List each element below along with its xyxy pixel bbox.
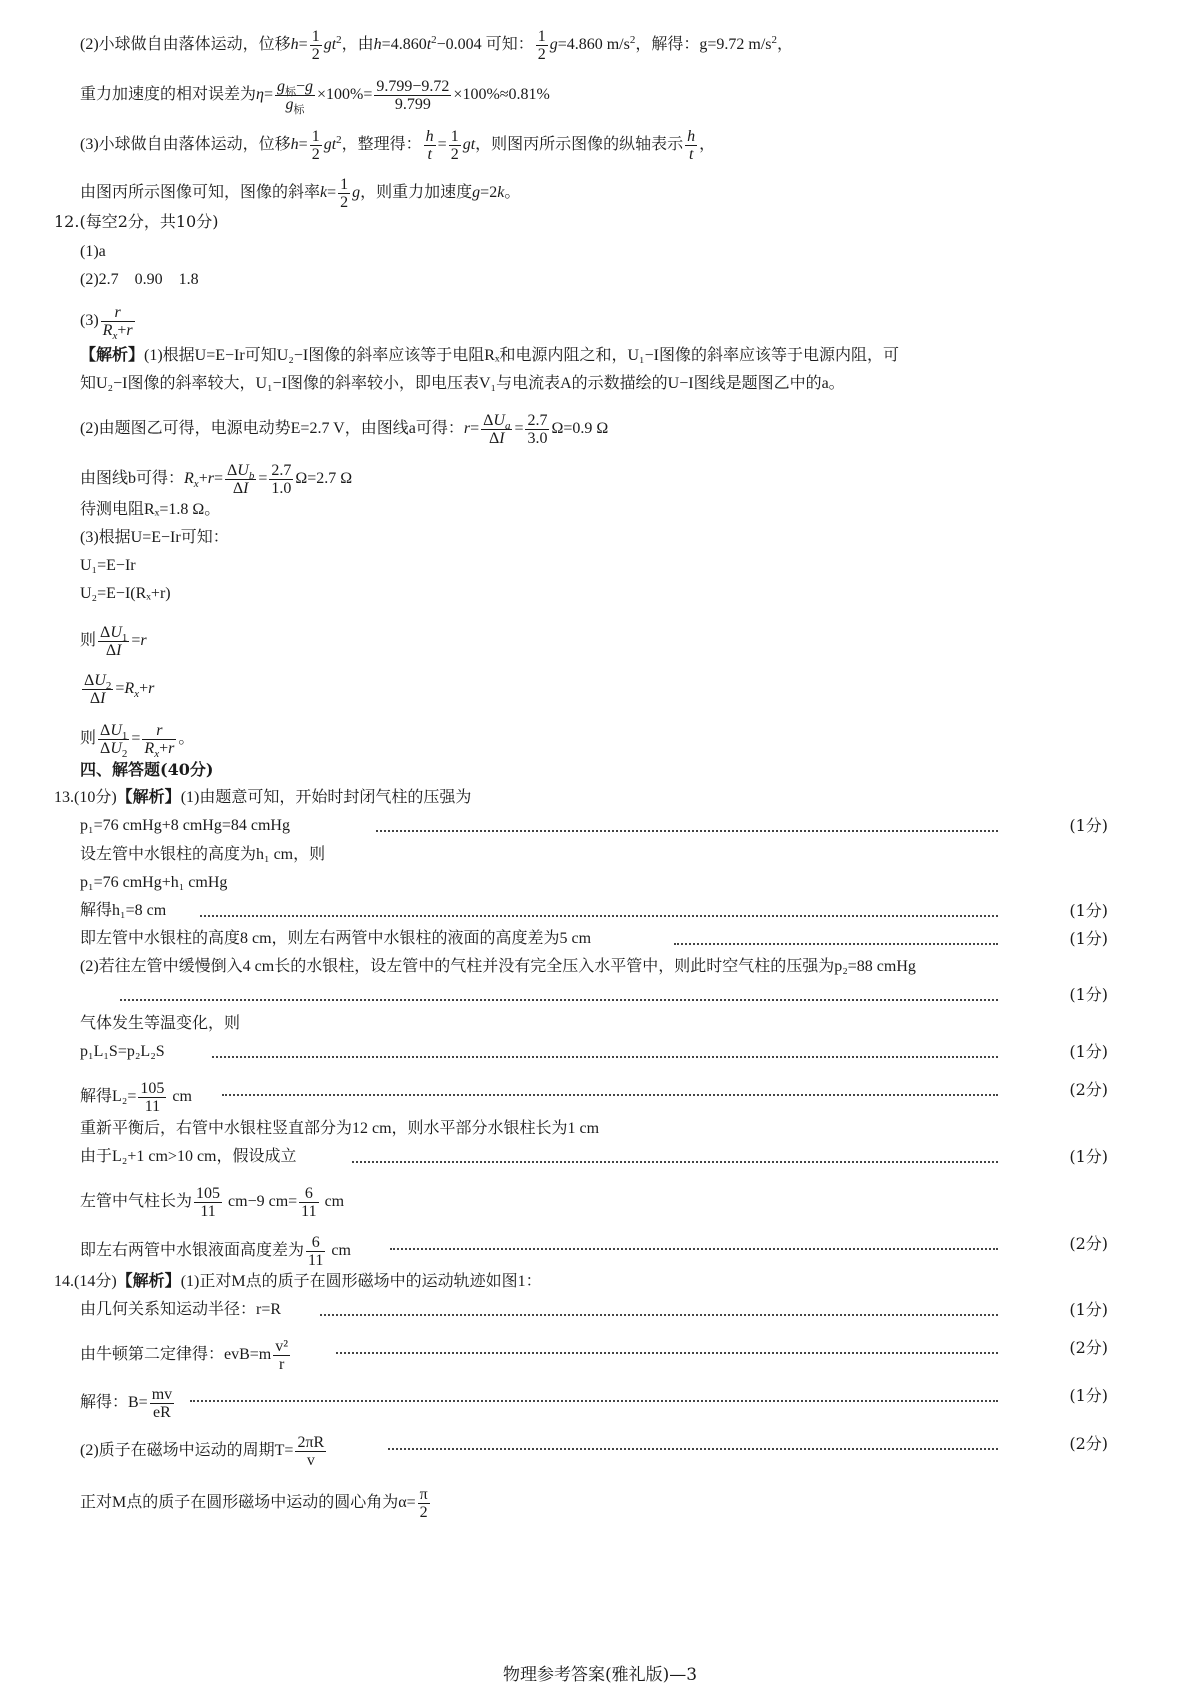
dot-leader	[190, 1400, 998, 1402]
dot-leader	[388, 1448, 998, 1450]
q13-line-9: p₁L₁S=p₂L₂S	[80, 1043, 165, 1060]
q12-explanation-5: 待测电阻Rₓ=1.8 Ω。	[80, 501, 221, 518]
q13-head: 13.(10分)【解析】(1)由题意可知，开始时封闭气柱的压强为	[54, 789, 472, 806]
q12-explanation-1: 【解析】(1)根据U=E−Ir可知U₂−I图像的斜率应该等于电阻Rₓ和电源内阻之和，U₁−I图像的斜率应该等于电源内阻，可	[80, 347, 899, 364]
dot-leader	[212, 1056, 998, 1058]
q11-part2-line: (2)小球做自由落体运动，位移h= $\frac{1}{2}$ $gt^2$，由$h=4.860t^2-0.004$ 可知： $\frac{1}{2}$ g=4.860 $m/s^2$，解得：g=9.72 $m/s^2$，	[80, 28, 794, 63]
dot-leader	[352, 1161, 998, 1163]
q12-explanation-2: 知U₂−I图像的斜率较大，U₁−I图像的斜率较小，即电压表V₁与电流表A的示数描绘的U−I图线是题图乙中的a。	[80, 375, 845, 392]
score: (1分)	[1069, 985, 1108, 1004]
score: (2分)	[1069, 1234, 1108, 1253]
q14-line-6: 正对M点的质子在圆形磁场中运动的圆心角为α= $\frac{\pi}{2}$	[80, 1486, 428, 1521]
q13-line-5: 解得h₁=8 cm	[80, 902, 167, 919]
q14-line-2: 由几何关系知运动半径：r=R	[80, 1301, 282, 1318]
q11-part3-line: (3)小球做自由落体运动，位移h= $\frac{1}{2}$ $gt^2$，整理得： $\frac{h}{t}$ = $\frac{1}{2}$ gt，则图丙所示图像的纵轴表示 $\frac{h}{t}$ ，	[80, 128, 716, 163]
q12-explanation-4: 由图线b可得：$R_x+r=$ $\frac{\Delta U_b}{\Delta I}$ = $\frac{2.7}{1.0}$ Ω=2.7 Ω	[80, 462, 353, 497]
q14-head: 14.(14分)【解析】(1)正对M点的质子在圆形磁场中的运动轨迹如图1：	[54, 1273, 542, 1290]
q12-eq-du1: 则 $\frac{\Delta U_1}{\Delta I}$ =r	[80, 624, 147, 659]
dot-leader	[200, 915, 998, 917]
q12-eq-ratio: 则 $\frac{\Delta U_1}{\Delta U_2}$ = $\frac{r}{R_x+r}$ 。	[80, 722, 195, 761]
score: (1分)	[1069, 929, 1108, 948]
score: (2分)	[1069, 1434, 1108, 1453]
q11-relative-error-line: 重力加速度的相对误差为η= $\frac{g_标-g}{g_标}$ ×100%= $\frac{9.799-9.72}{9.799}$ ×100%≈0.81%	[80, 78, 550, 117]
score: (2分)	[1069, 1080, 1108, 1099]
dot-leader	[120, 999, 998, 1001]
dot-leader	[222, 1094, 998, 1096]
q14-line-3: 由牛顿第二定律得：evB=m $\frac{\text{v²}}{r}$	[80, 1338, 289, 1373]
q13-line-10: 解得L₂= $\frac{105}{11}$ cm	[80, 1080, 192, 1115]
q13-line-3: 设左管中水银柱的高度为h₁ cm，则	[80, 846, 326, 863]
q12-answer-3: (3) $\frac{r}{R_x+r}$	[80, 304, 133, 343]
q13-line-8: 气体发生等温变化，则	[80, 1015, 241, 1032]
q12-answer-2: (2)2.7 0.90 1.8	[80, 271, 199, 288]
q12-eq-u2: U₂=E−I(Rₓ+r)	[80, 585, 171, 602]
q13-line-2: p₁=76 cmHg+8 cmHg=84 cmHg	[80, 817, 290, 834]
dot-leader	[320, 1314, 998, 1316]
score: (1分)	[1069, 1042, 1108, 1061]
score: (2分)	[1069, 1338, 1108, 1357]
q13-line-7: (2)若往左管中缓慢倒入4 cm长的水银柱，设左管中的气柱并没有完全压入水平管中，则此时空气柱的压强为p₂=88 cmHg	[80, 958, 916, 975]
q12-answer-1: (1)a	[80, 243, 106, 260]
q12-explanation-6: (3)根据U=E−Ir可知：	[80, 529, 229, 546]
page-footer: 物理参考答案(雅礼版)—3	[502, 1665, 698, 1685]
q11-slope-line: 由图丙所示图像可知，图像的斜率k= $\frac{1}{2}$ g，则重力加速度g=2k。	[80, 176, 521, 211]
q13-line-11: 重新平衡后，右管中水银柱竖直部分为12 cm，则水平部分水银柱长为1 cm	[80, 1120, 600, 1137]
score: (1分)	[1069, 1386, 1108, 1405]
q12-explanation-3: (2)由题图乙可得，电源电动势E=2.7 V，由图线a可得：r= $\frac{\Delta U_a}{\Delta I}$ = $\frac{2.7}{3.0}$ Ω=0.9 Ω	[80, 412, 609, 447]
q14-line-5: (2)质子在磁场中运动的周期T= $\frac{2\pi R}{v}$	[80, 1434, 325, 1469]
dot-leader	[376, 830, 998, 832]
dot-leader	[390, 1248, 998, 1250]
q14-line-4: 解得：B= $\frac{mv}{eR}$	[80, 1386, 173, 1421]
dot-leader	[336, 1352, 998, 1354]
q13-line-13: 左管中气柱长为 $\frac{105}{11}$ cm−9 cm= $\frac{6}{11}$ cm	[80, 1185, 345, 1220]
q13-line-4: p₁=76 cmHg+h₁ cmHg	[80, 874, 228, 891]
q12-eq-du2: $\frac{\Delta U_2}{\Delta I}$ $=R_x+r$	[84, 672, 155, 707]
q12-title: 12.(每空2分，共10分)	[54, 212, 219, 231]
section-4-title: 四、解答题(40分)	[80, 760, 214, 779]
score: (1分)	[1069, 1147, 1108, 1166]
q13-line-12: 由于L₂+1 cm>10 cm，假设成立	[80, 1148, 297, 1165]
q13-line-6: 即左管中水银柱的高度8 cm，则左右两管中水银柱的液面的高度差为5 cm	[80, 930, 592, 947]
dot-leader	[674, 943, 998, 945]
score: (1分)	[1069, 1300, 1108, 1319]
q12-eq-u1: U₁=E−Ir	[80, 557, 136, 574]
q13-line-14: 即左右两管中水银液面高度差为 $\frac{6}{11}$ cm	[80, 1234, 351, 1269]
score: (1分)	[1069, 901, 1108, 920]
score: (1分)	[1069, 816, 1108, 835]
